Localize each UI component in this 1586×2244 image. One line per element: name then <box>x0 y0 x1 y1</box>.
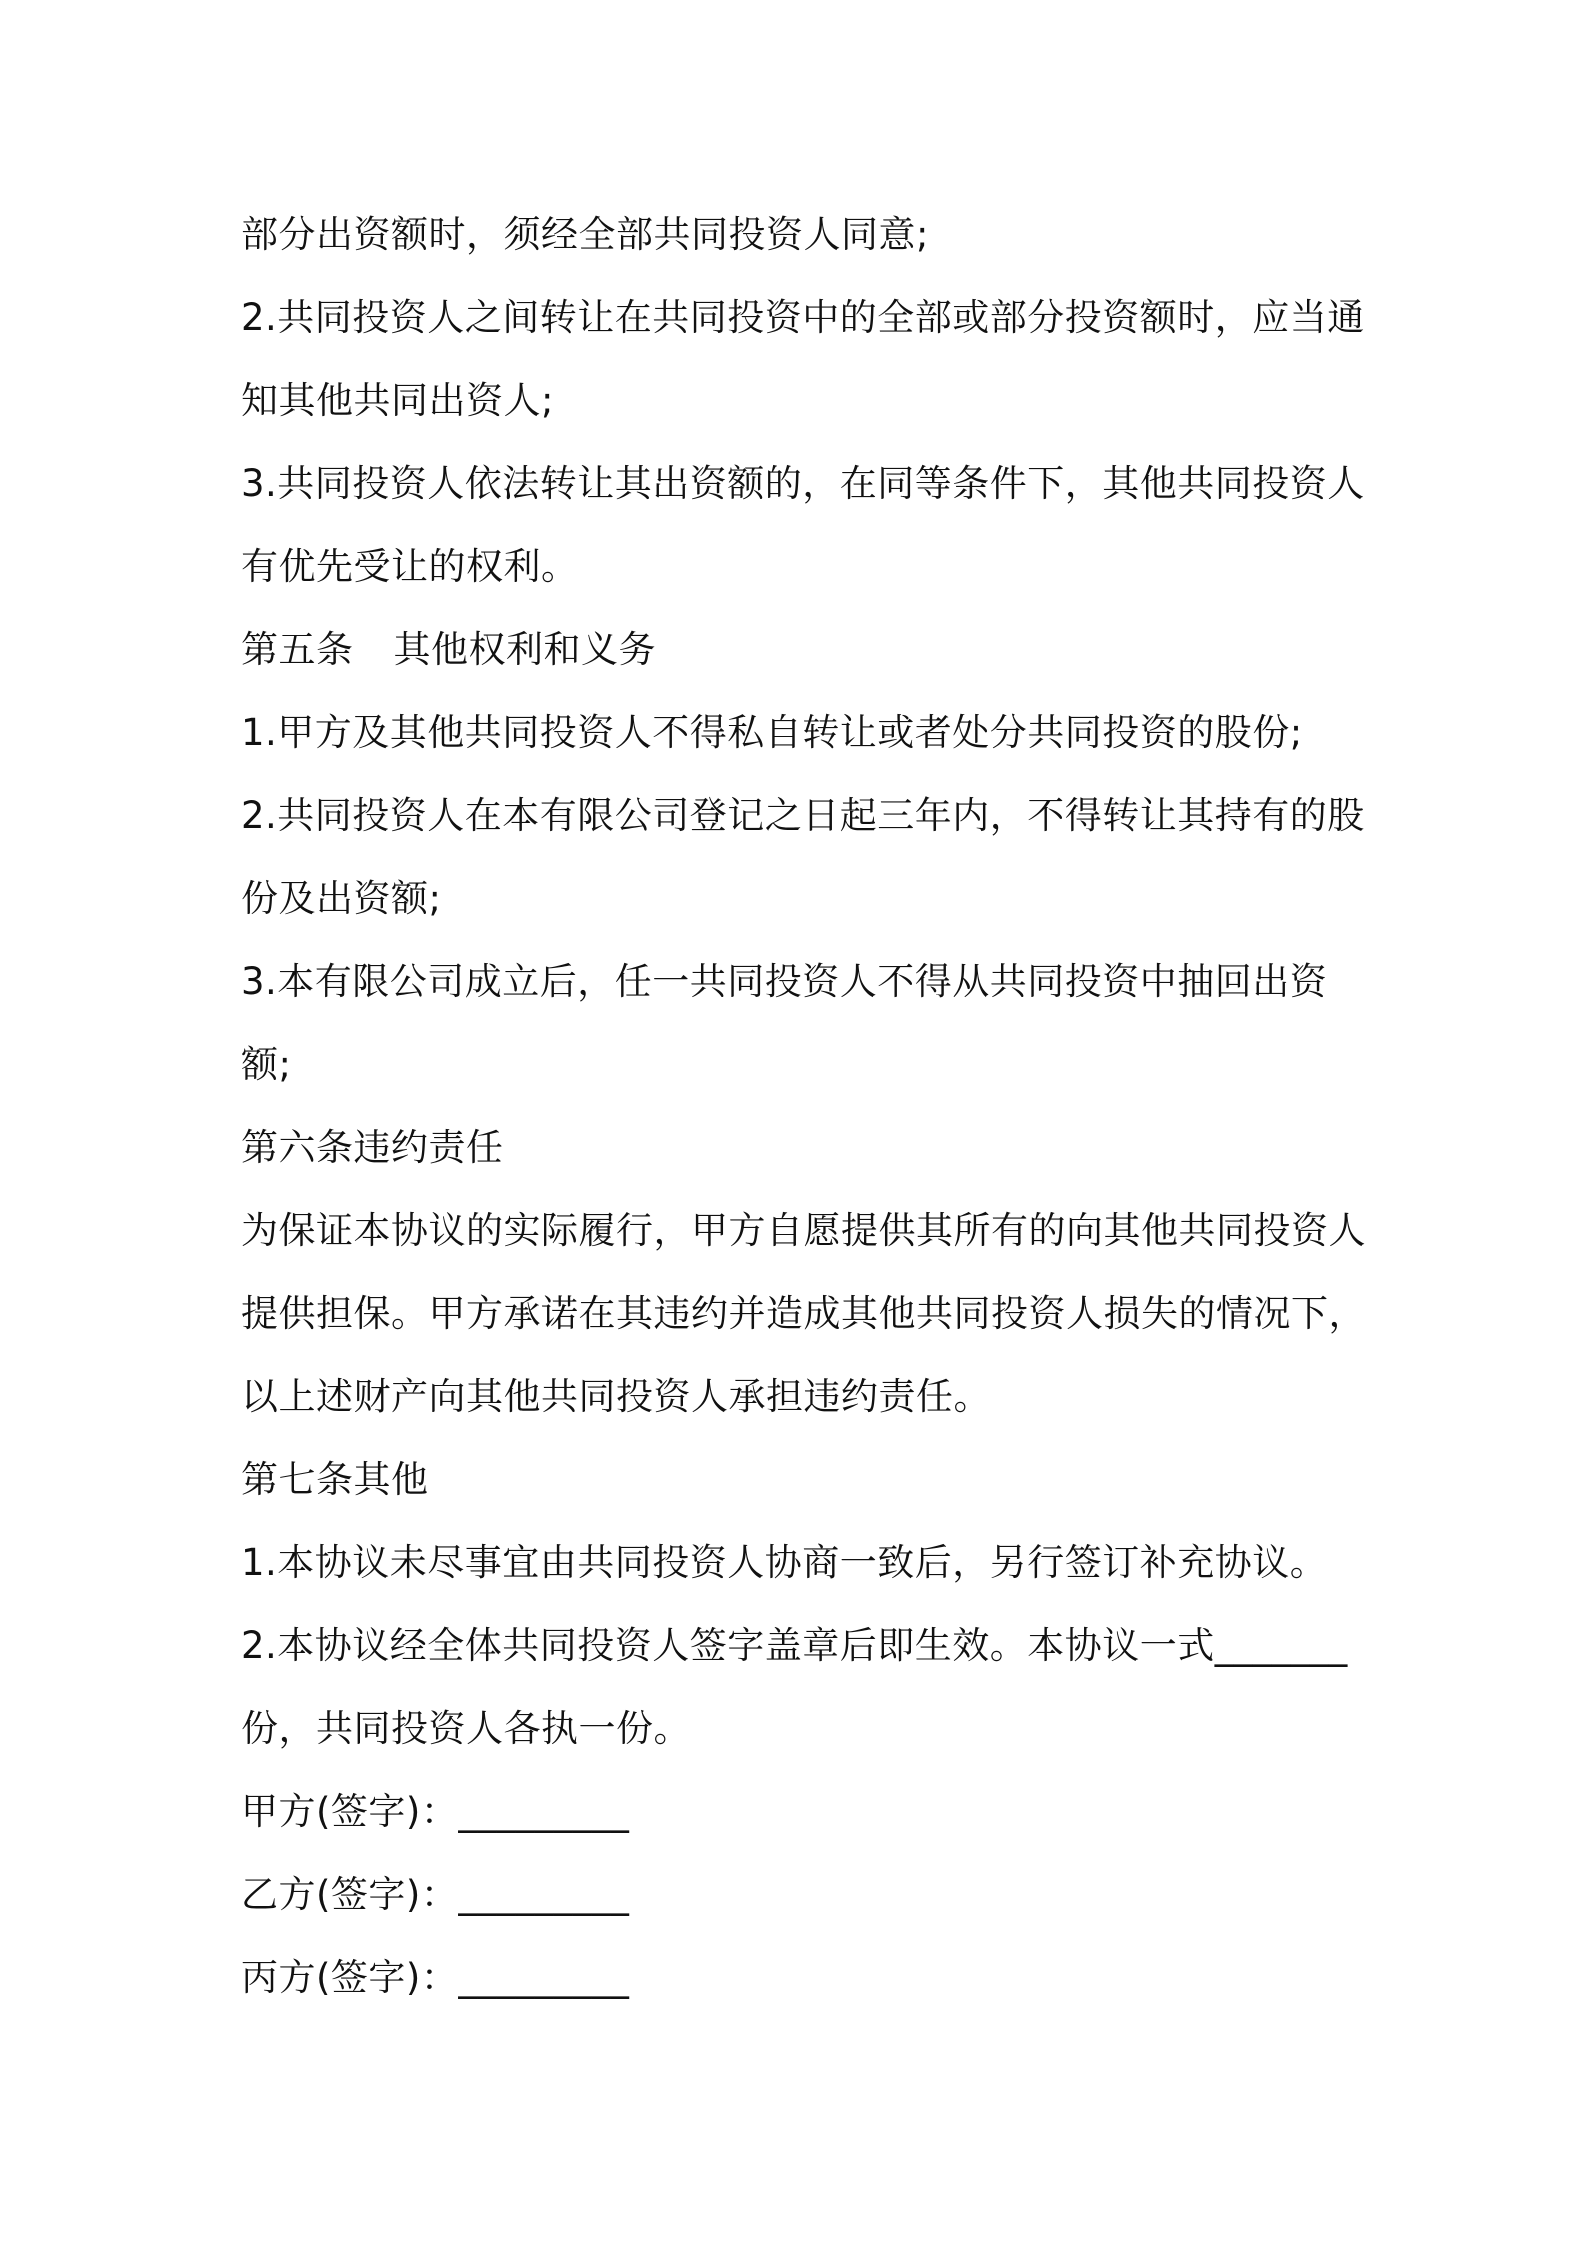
clause-5-item-2-line-2: 份及出资额; <box>241 877 442 920</box>
clause-6-text-line-2: 提供担保。甲方承诺在其违约并造成其他共同投资人损失的情况下， <box>241 1292 1366 1335</box>
clause-7-item-1: 1.本协议未尽事宜由共同投资人协商一致后，另行签订补充协议。 <box>241 1541 1328 1584</box>
clause-4-item-3-line-1: 3.共同投资人依法转让其出资额的，在同等条件下，其他共同投资人 <box>241 462 1365 505</box>
clause-5-item-2-line-1: 2.共同投资人在本有限公司登记之日起三年内，不得转让其持有的股 <box>241 794 1365 837</box>
clause-6-text-line-3: 以上述财产向其他共同投资人承担违约责任。 <box>241 1375 991 1418</box>
clause-5-item-3-line-2: 额; <box>241 1043 292 1086</box>
clause-5-item-3-line-1: 3.本有限公司成立后，任一共同投资人不得从共同投资中抽回出资 <box>241 960 1328 1003</box>
clause-6-heading: 第六条违约责任 <box>241 1126 504 1169</box>
clause-4-item-2-line-2: 知其他共同出资人; <box>241 379 554 422</box>
clause-5-item-1: 1.甲方及其他共同投资人不得私自转让或者处分共同投资的股份; <box>241 711 1303 754</box>
clause-7-heading: 第七条其他 <box>241 1458 429 1501</box>
clause-5-title: 其他权利和义务 <box>393 628 656 671</box>
clause-4-item-3-line-2: 有优先受让的权利。 <box>241 545 579 588</box>
document-body <box>241 193 1366 2019</box>
clause-4-item-2-line-1: 2.共同投资人之间转让在共同投资中的全部或部分投资额时，应当通 <box>241 296 1365 339</box>
clause-6-text-line-1: 为保证本协议的实际履行，甲方自愿提供其所有的向其他共同投资人 <box>241 1209 1366 1252</box>
clause-5-heading <box>241 608 1351 691</box>
clause-5-number: 第五条 <box>241 628 354 671</box>
signature-party-a: 甲方(签字)：_________ <box>241 1790 630 1833</box>
clause-7-item-2-line-1: 2.本协议经全体共同投资人签字盖章后即生效。本协议一式_______ <box>241 1624 1348 1667</box>
clause-7-item-2-line-2: 份，共同投资人各执一份。 <box>241 1707 691 1750</box>
signature-party-b: 乙方(签字)：_________ <box>241 1873 630 1916</box>
paragraph-line: 部分出资额时，须经全部共同投资人同意; <box>241 213 929 256</box>
signature-party-c: 丙方(签字)：_________ <box>241 1956 630 1999</box>
